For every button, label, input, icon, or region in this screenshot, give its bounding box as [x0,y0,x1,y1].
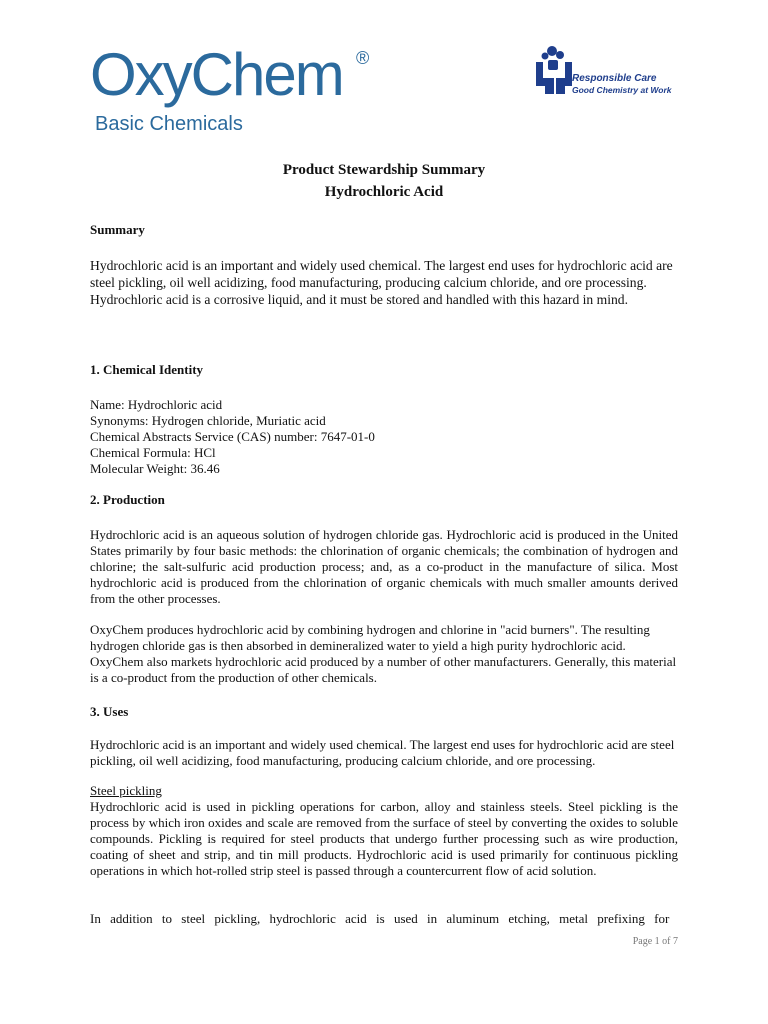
logo-subtitle: Basic Chemicals [95,113,243,135]
responsible-care-tagline: Good Chemistry at Work [572,85,672,95]
oxychem-logo [90,40,390,140]
document-subtitle: Hydrochloric Acid [324,184,444,200]
uses-heading: 3. Uses [90,704,129,719]
steel-pickling-heading: Steel pickling [90,783,162,798]
steel-pickling-paragraph: Hydrochloric acid is used in pickling operations for carbon, alloy and stainless steels. Steel pickling is the process by which iron oxides and scale are removed from the surface of steel by converting the oxides to soluble compounds. Pickling is required for steel products that undergo further processing such as wire production, coating of sheet and strip, and tin mill products. Hydrochloric acid is used primarily for continuous pickling operations in which hot-rolled strip steel is passed through a countercurrent flow of acid solution. [90,799,678,878]
identity-name: Name: Hydrochloric acid [90,397,223,412]
identity-synonyms: Synonyms: Hydrogen chloride, Muriatic acid [90,413,326,428]
summary-paragraph: Hydrochloric acid is an important and widely used chemical. The largest end uses for hydrochloric acid are steel pickling, oil well acidizing, food manufacturing, producing calcium chloride, and ore processing. Hydrochloric acid is a corrosive liquid, and it must be stored and handled with this hazard in mind. [90,258,673,307]
responsible-care-name: Responsible Care [572,73,657,84]
production-paragraph-1: Hydrochloric acid is an aqueous solution of hydrogen chloride gas. Hydrochloric acid is produced in the United States primarily by four basic methods: the chlorination of organic chemicals; the combination of hydrogen and chlorine; the salt-sulfuric acid production process; and, as a co-product in the manufacture of silica. Most hydrochloric acid is produced from the chlorination of organic chemicals with much smaller amounts derived from the other processes. [90,527,678,606]
uses-paragraph-1: Hydrochloric acid is an important and widely used chemical. The largest end uses for hydrochloric acid are steel pickling, oil well acidizing, food manufacturing, producing calcium chloride, and ore processing. [90,737,675,768]
responsible-care-logo [534,44,684,100]
summary-heading: Summary [90,222,145,237]
document-title: Product Stewardship Summary [282,162,486,178]
identity-molecular-weight: Molecular Weight: 36.46 [90,461,220,476]
production-heading: 2. Production [90,492,165,507]
registered-mark: ® [356,48,370,68]
uses-paragraph-last: In addition to steel pickling, hydrochloric acid is used in aluminum etching, metal prefixing for [90,911,670,926]
identity-formula: Chemical Formula: HCl [90,445,216,460]
identity-cas-number: Chemical Abstracts Service (CAS) number: 7647-01-0 [90,429,375,444]
logo-wordmark: OxyChem [90,41,343,108]
production-paragraph-2: OxyChem produces hydrochloric acid by combining hydrogen and chlorine in "acid burners". The resulting hydrogen chloride gas is then absorbed in demineralized water to yield a high purity hydrochloric acid. OxyChem also markets hydrochloric acid produced by a number of other manufacturers. Generally, this material is a co-product from the production of other chemicals. [90,622,677,685]
page-number: Page 1 of 7 [632,936,678,947]
responsible-care-emblem-icon [534,44,574,96]
chemical-identity-list [90,397,678,477]
chemical-identity-heading: 1. Chemical Identity [90,362,204,377]
